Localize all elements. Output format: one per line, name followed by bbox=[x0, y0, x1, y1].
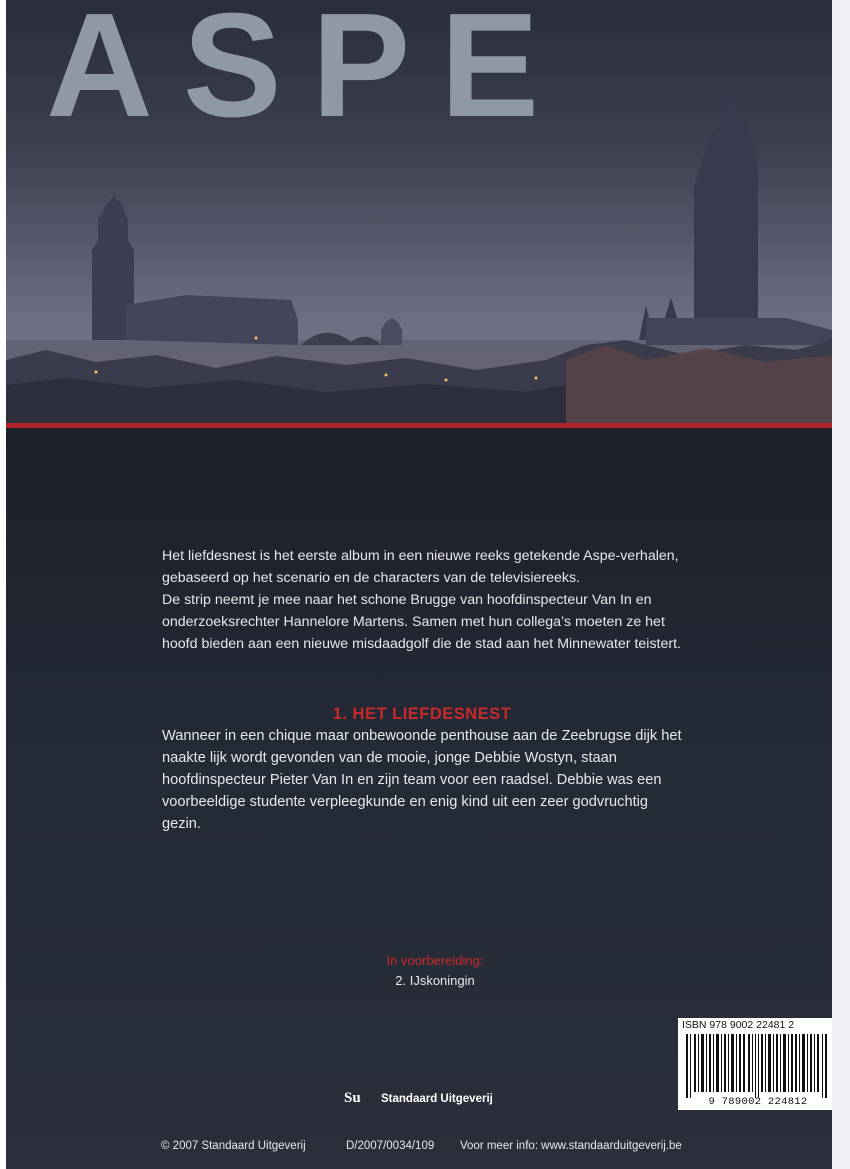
copyright-text: © 2007 Standaard Uitgeverij bbox=[161, 1140, 306, 1152]
isbn-barcode bbox=[678, 1018, 832, 1110]
isbn-digits: 9 789002 224812 bbox=[708, 1096, 808, 1108]
legal-deposit: D/2007/0034/109 bbox=[346, 1140, 435, 1152]
publisher-logo: Su bbox=[344, 1090, 361, 1106]
upcoming-title: 2. IJskoningin bbox=[395, 973, 475, 988]
scan-edge bbox=[832, 0, 850, 1169]
intro-paragraph: Het liefdesnest is het eerste album in een nieuwe reeks getekende Aspe-verhalen, gebaseerd op het scenario en de characters van de televisiereeks. bbox=[162, 548, 679, 586]
series-title: ASPE bbox=[46, 0, 570, 148]
intro-text bbox=[162, 545, 682, 655]
more-info-text: Voor meer info: www.standaarduitgeverij.be bbox=[460, 1140, 682, 1152]
intro-paragraph: De strip neemt je mee naar het schone Brugge van hoofdinspecteur Van In en onderzoeksrechter Hannelore Martens. Samen met hun collega’s moeten ze het hoofd bieden aan een nieuwe misdaadgolf die de stad aan het Minnewater teistert. bbox=[162, 592, 681, 652]
story-title: 1. HET LIEFDESNEST bbox=[332, 705, 512, 723]
upcoming-label: In voorbereiding: bbox=[386, 953, 484, 968]
back-cover bbox=[6, 0, 832, 1169]
publisher-name: Standaard Uitgeverij bbox=[381, 1093, 493, 1105]
isbn-label: ISBN 978 9002 22481 2 bbox=[682, 1019, 795, 1031]
story-summary: Wanneer in een chique maar onbewoonde penthouse aan de Zeebrugse dijk het naakte lijk wordt gevonden van de mooie, jonge Debbie Wostyn, staan hoofdinspecteur Pieter Van In en zijn team voor een raadsel. Debbie was een voorbeeldige studente verpleegkunde en enig kind uit een zeer godvruchtig gezin. bbox=[162, 728, 682, 832]
